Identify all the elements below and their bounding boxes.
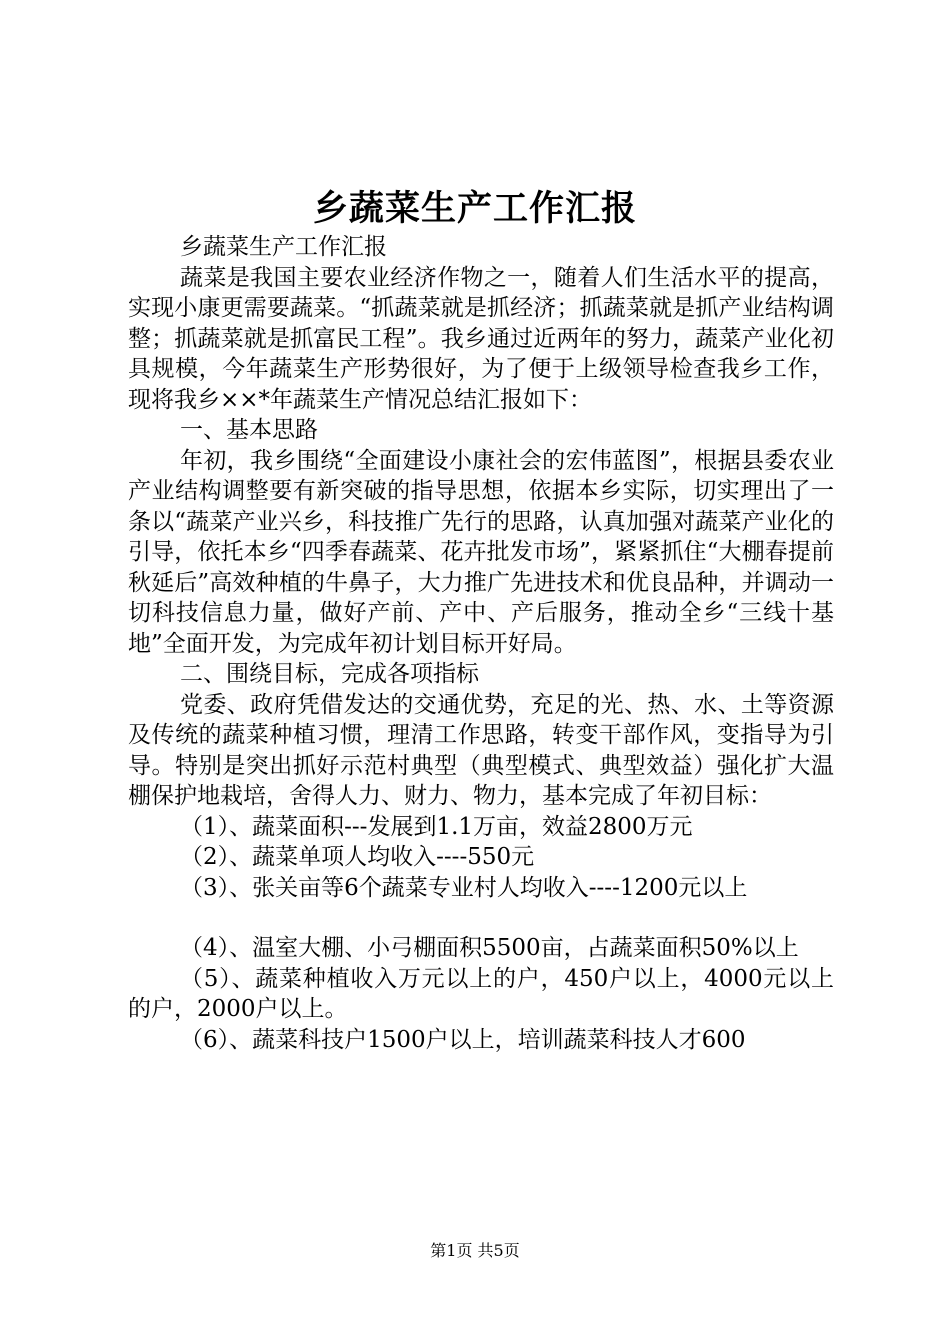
list-item: （4）、温室大棚、小弓棚面积5500亩，占蔬菜面积50%以上 bbox=[180, 935, 799, 961]
paragraph-basic-idea: 年初，我乡围绕“全面建设小康社会的宏伟蓝图”，根据县委农业产业结构调整要有新突破的指导思想，依据本乡实际，切实理出了一条以“蔬菜产业兴乡，科技推广先行的思路，认真加强对蔬菜产业化的引导，依托本乡“四季春蔬菜、花卉批发市场”，紧紧抓住“大棚春提前秋延后”高效种植的牛鼻子，大力推广先进技术和优良品种，并调动一切科技信息力量，做好产前、产中、产后服务，推动全乡“三线十基地”全面开发，为完成年初计划目标开好局。 bbox=[128, 447, 834, 657]
document-body bbox=[128, 232, 834, 1055]
paragraph-targets: 党委、政府凭借发达的交通优势，充足的光、热、水、土等资源及传统的蔬菜种植习惯，理清工作思路，转变干部作风，变指导为引导。特别是突出抓好示范村典型（典型模式、典型效益）强化扩大温棚保护地栽培，舍得人力、财力、物力，基本完成了年初目标： bbox=[128, 691, 834, 809]
paragraph-heading-repeat: 乡蔬菜生产工作汇报 bbox=[180, 234, 387, 260]
list-item: （5）、蔬菜种植收入万元以上的户，450户以上，4000元以上的户，2000户以上。 bbox=[128, 965, 834, 1022]
page-footer: 第1页 共5页 bbox=[430, 1241, 520, 1260]
section-heading-basic-idea: 一、基本思路 bbox=[180, 417, 318, 443]
blank-line bbox=[128, 903, 834, 933]
list-item: （1）、蔬菜面积---发展到1.1万亩，效益2800万元 bbox=[180, 813, 693, 840]
list-item: （2）、蔬菜单项人均收入----550元 bbox=[180, 844, 535, 870]
list-item: （3）、张关亩等6个蔬菜专业村人均收入----1200元以上 bbox=[180, 874, 748, 901]
paragraph-intro: 蔬菜是我国主要农业经济作物之一，随着人们生活水平的提高，实现小康更需要蔬菜。“抓蔬菜就是抓经济；抓蔬菜就是抓产业结构调整；抓蔬菜就是抓富民工程”。我乡通过近两年的努力，蔬菜产业化初具规模，今年蔬菜生产形势很好，为了便于上级领导检查我乡工作，现将我乡××*年蔬菜生产情况总结汇报如下： bbox=[128, 264, 834, 413]
list-item: （6）、蔬菜科技户1500户以上，培训蔬菜科技人才600 bbox=[180, 1026, 746, 1053]
section-heading-targets: 二、围绕目标，完成各项指标 bbox=[180, 661, 479, 687]
document-title: 乡蔬菜生产工作汇报 bbox=[312, 188, 637, 229]
